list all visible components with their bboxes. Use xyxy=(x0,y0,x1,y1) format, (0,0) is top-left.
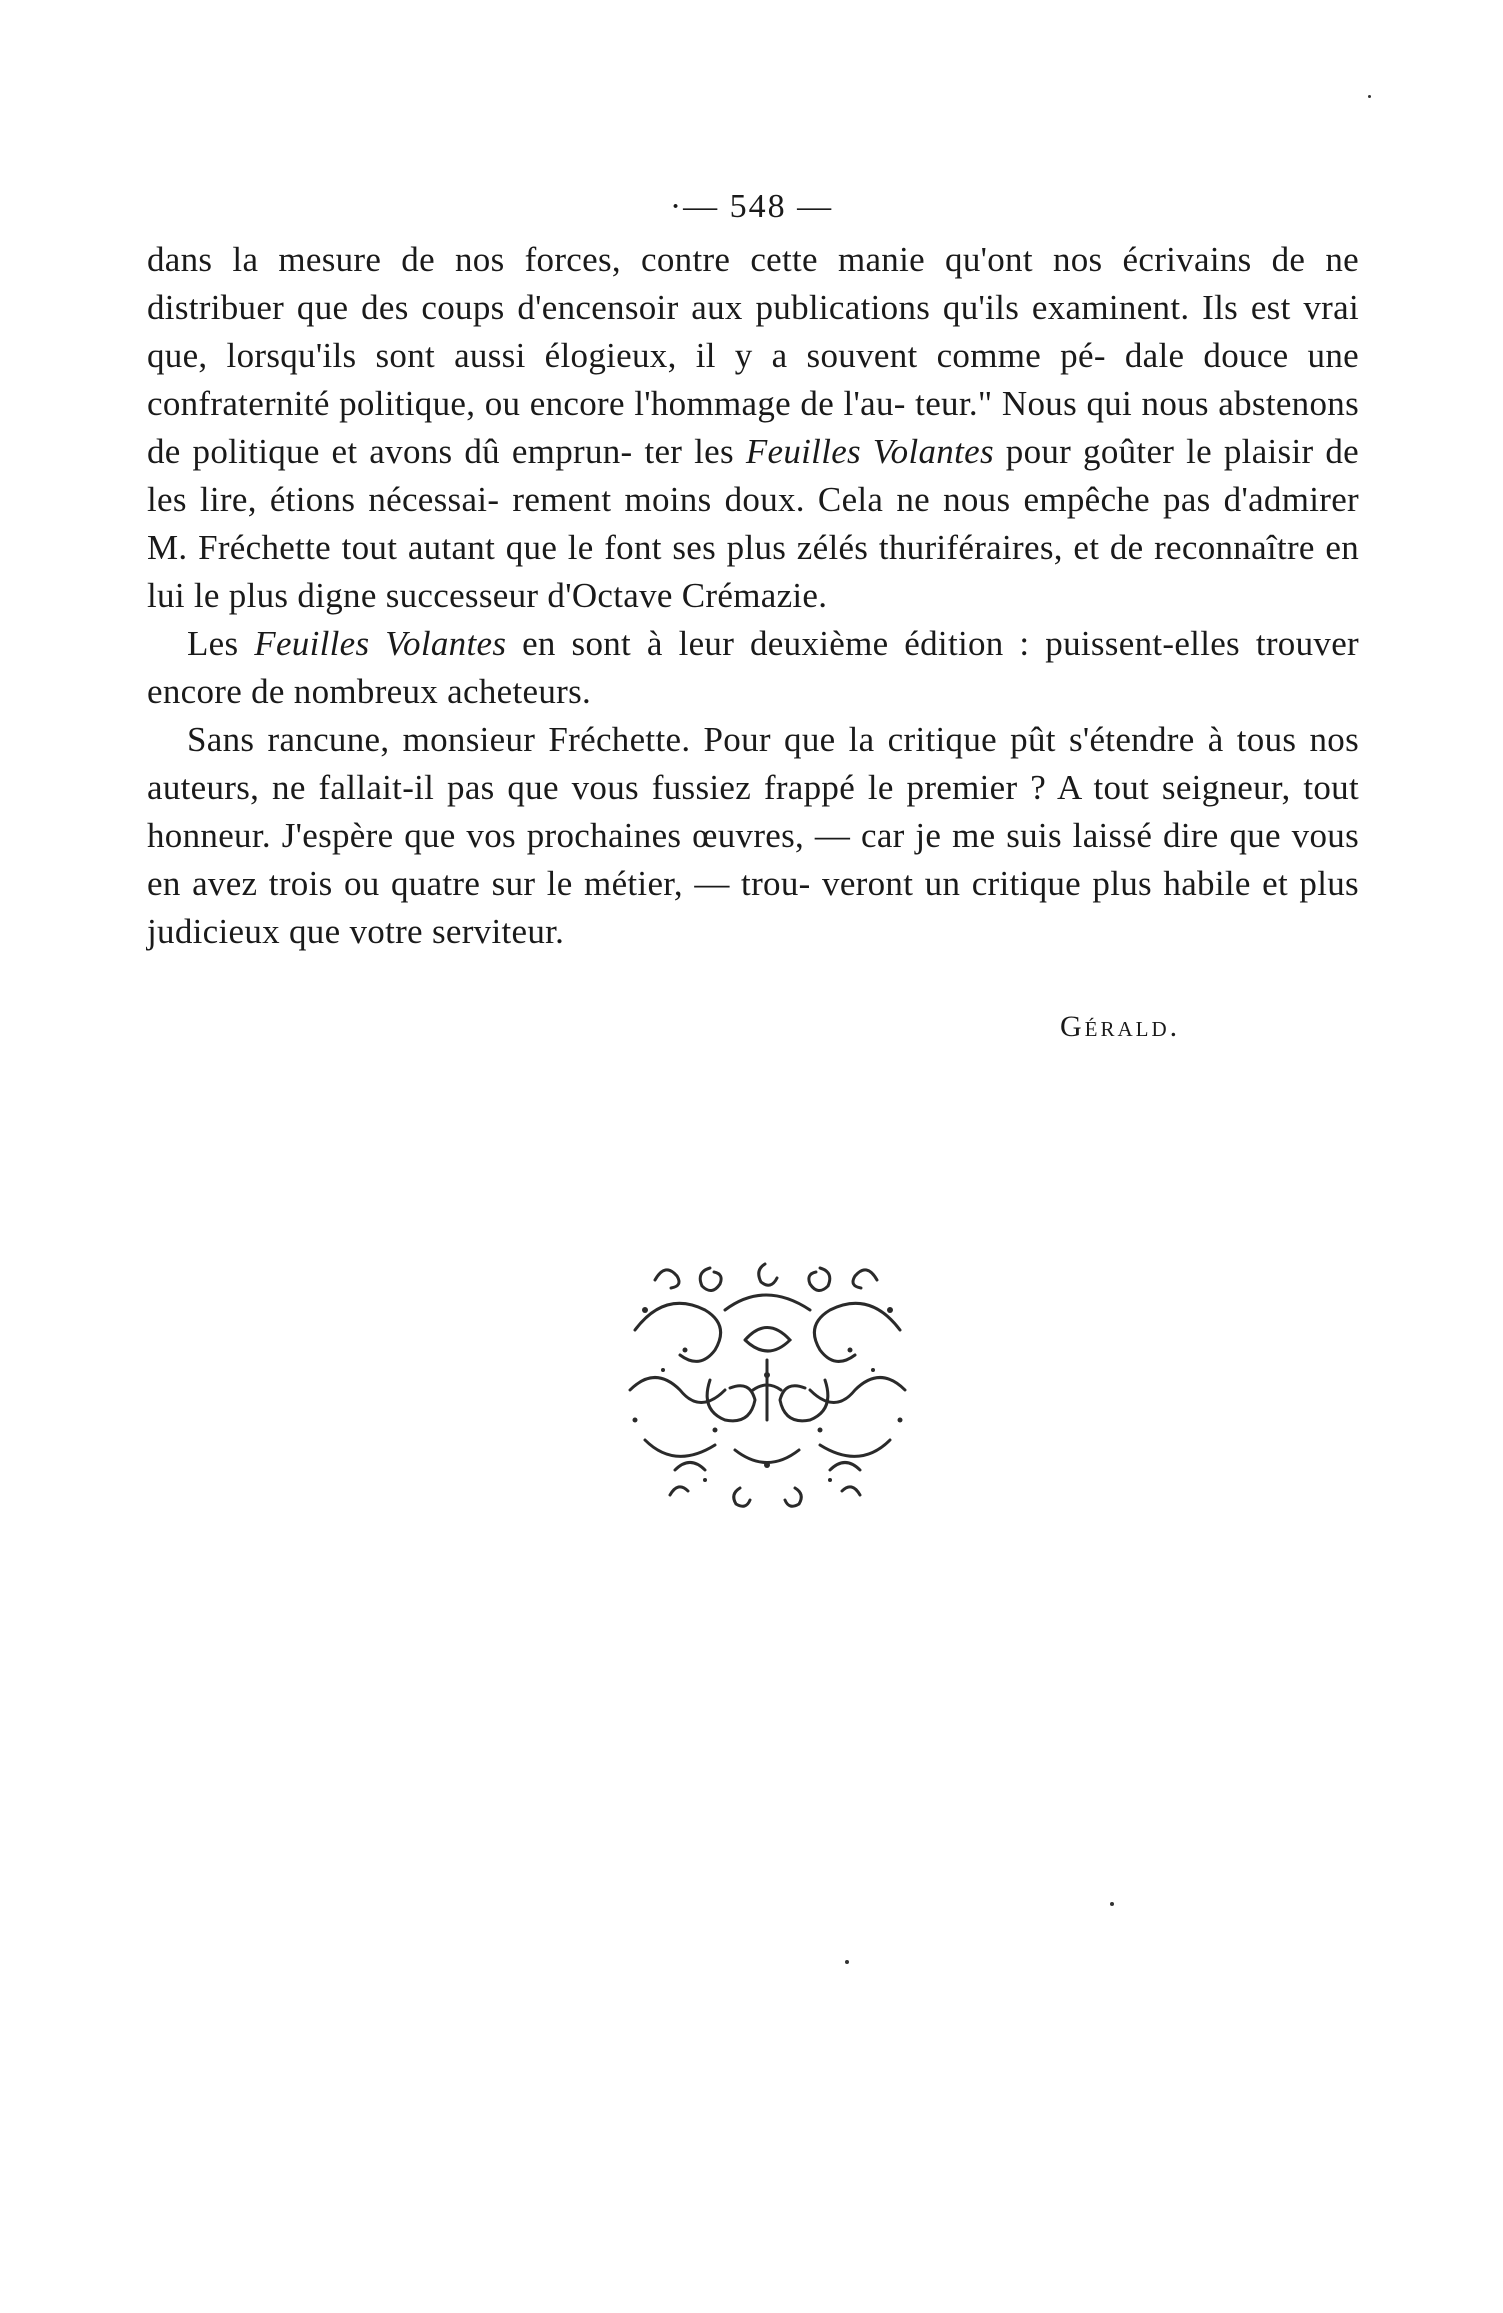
text-line: tous nos auteurs, ne fallait-il pas que vous fussiez frappé le premier ? A xyxy=(147,720,1359,807)
text-line: Ils est vrai que, lorsqu'ils sont aussi élogieux, il y a souvent comme pé- xyxy=(147,288,1359,375)
book-title: Feuilles Volantes xyxy=(745,432,994,471)
article-text xyxy=(147,236,1359,956)
text-line: lui le plus digne successeur d'Octave Crémazie. xyxy=(147,576,828,615)
text-line: tout autant que le font ses plus zélés thuriféraires, et de reconnaître en xyxy=(341,528,1359,567)
text-line: ter les xyxy=(644,432,746,471)
text-line: teur." Nous qui nous abstenons de politique et avons dû emprun- xyxy=(147,384,1360,471)
page-number: ·— 548 — xyxy=(669,188,834,225)
text-line: me suis laissé dire que vous en avez trois ou quatre sur le métier, — trou- xyxy=(147,816,1359,903)
text-line: veront un critique plus habile et plus judicieux que votre serviteur. xyxy=(147,864,1359,951)
text-line: dale douce une confraternité politique, ou encore l'hommage de l'au- xyxy=(147,336,1359,423)
text-line: Les xyxy=(187,624,255,663)
text-line: ne distribuer que des coups d'encensoir aux publications qu'ils examinent. xyxy=(147,240,1359,327)
author-signature: Gérald. xyxy=(1060,1010,1181,1043)
text-line: rement moins doux. Cela ne nous empêche pas d'admirer M. Fréchette xyxy=(147,480,1359,567)
book-title: Feuilles Volantes xyxy=(254,624,507,663)
text-line: tout seigneur, tout honneur. J'espère que vos prochaines œuvres, — car je xyxy=(147,768,1359,855)
paragraph-1 xyxy=(147,236,1359,620)
print-speck xyxy=(1110,1902,1114,1906)
text-line: dans la mesure de nos forces, contre cette manie qu'ont nos écrivains de xyxy=(147,240,1306,279)
text-line: en sont à leur deuxième édition : puissent-elles xyxy=(506,624,1240,663)
paragraph-3 xyxy=(147,716,1359,956)
print-speck xyxy=(1368,95,1371,98)
print-speck xyxy=(845,1960,849,1964)
paragraph-2 xyxy=(147,620,1359,716)
text-line: pour goûter le plaisir de les lire, étions nécessai- xyxy=(147,432,1359,519)
text-line: Sans rancune, monsieur Fréchette. Pour que la critique pût s'étendre à xyxy=(187,720,1224,759)
text-line: trouver encore de nombreux acheteurs. xyxy=(147,624,1359,711)
floral-vignette-icon xyxy=(615,1250,920,1510)
